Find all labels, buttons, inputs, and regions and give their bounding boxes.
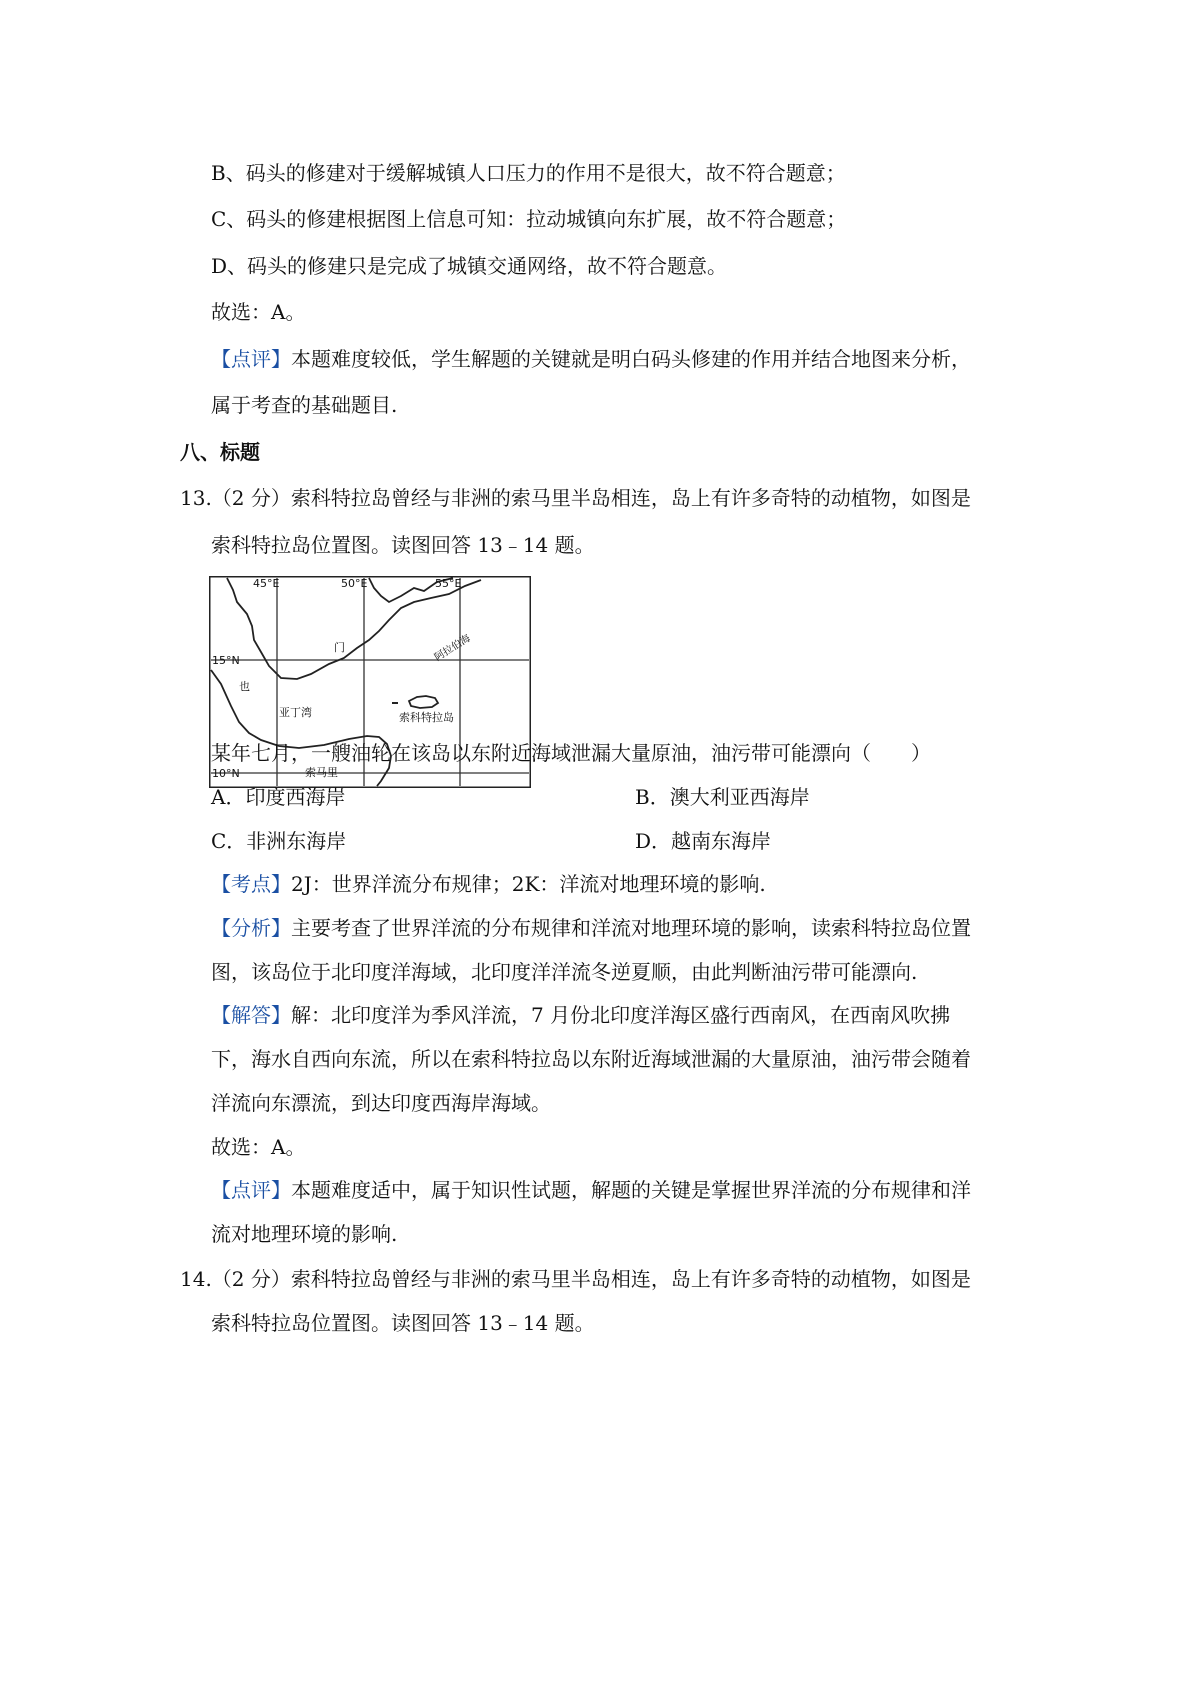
comment-tag: 【点评】 [211, 347, 291, 371]
q13-stem-line2: 索科特拉岛位置图。读图回答 13﹣14 题。 [211, 533, 595, 557]
prev-comment [211, 345, 971, 373]
dianping-tag: 【点评】 [211, 1178, 291, 1202]
label-45e: 45°E [253, 577, 280, 590]
arabian-coast [227, 578, 481, 679]
label-50e: 50°E [341, 577, 368, 590]
q14-stem-line2: 索科特拉岛位置图。读图回答 13﹣14 题。 [211, 1311, 595, 1335]
prev-answer-choice: 故选：A。 [211, 300, 306, 324]
q13-jieda [211, 1001, 950, 1029]
label-arabian-sea: 阿拉伯海 [432, 633, 473, 664]
q13-answer-choice: 故选：A。 [211, 1135, 306, 1159]
prev-option-d-analysis: D、码头的修建只是完成了城镇交通网络，故不符合题意。 [211, 254, 728, 278]
dianping-text: 本题难度适中，属于知识性试题，解题的关键是掌握世界洋流的分布规律和洋 [291, 1178, 971, 1202]
label-55e: 55°E [435, 577, 462, 590]
q13-question: 某年七月，一艘油轮在该岛以东附近海域泄漏大量原油，油污带可能漂向（ ） [211, 741, 931, 765]
q13-fenxi [211, 914, 971, 942]
fenxi-text: 主要考查了世界洋流的分布规律和洋流对地理环境的影响，读索科特拉岛位置 [291, 916, 971, 940]
kaodian-tag: 【考点】 [211, 872, 291, 896]
label-somalia: 索马里 [305, 766, 338, 779]
jieda-tag: 【解答】 [211, 1003, 291, 1027]
q13-option-c: C．非洲东海岸 [211, 829, 347, 853]
prev-option-c-analysis: C、码头的修建根据图上信息可知：拉动城镇向东扩展，故不符合题意； [211, 207, 847, 231]
prev-option-b-analysis: B、码头的修建对于缓解城镇人口压力的作用不是很大，故不符合题意； [211, 161, 846, 185]
q13-option-b: B．澳大利亚西海岸 [635, 785, 810, 809]
comment-text: 本题难度较低，学生解题的关键就是明白码头修建的作用并结合地图来分析， [291, 347, 971, 371]
fenxi-tag: 【分析】 [211, 916, 291, 940]
q13-jieda-line2: 下，海水自西向东流，所以在索科特拉岛以东附近海域泄漏的大量原油，油污带会随着 [211, 1047, 971, 1071]
label-men: 门 [334, 641, 345, 654]
q13-options-row2 [211, 827, 772, 855]
q13-fenxi-line2: 图，该岛位于北印度洋海域，北印度洋洋流冬逆夏顺，由此判断油污带可能漂向. [211, 960, 918, 984]
q14-stem-line1: 14.（2 分）索科特拉岛曾经与非洲的索马里半岛相连，岛上有许多奇特的动植物，如图是 [180, 1267, 971, 1291]
label-ye: 也 [239, 680, 250, 693]
q13-option-a: A．印度西海岸 [211, 785, 346, 809]
section-heading: 八、标题 [180, 440, 260, 464]
label-10n: 10°N [212, 767, 240, 780]
q13-kaodian [211, 870, 766, 898]
kaodian-text: 2J：世界洋流分布规律；2K：洋流对地理环境的影响. [291, 872, 766, 896]
prev-comment-line2: 属于考查的基础题目. [211, 393, 398, 417]
label-gulf-of-aden: 亚丁湾 [279, 706, 312, 719]
q13-stem-line1: 13.（2 分）索科特拉岛曾经与非洲的索马里半岛相连，岛上有许多奇特的动植物，如图是 [180, 486, 971, 510]
q13-dianping [211, 1176, 971, 1204]
jieda-text: 解：北印度洋为季风洋流，7 月份北印度洋海区盛行西南风，在西南风吹拂 [291, 1003, 951, 1027]
q13-options-row1 [211, 783, 810, 811]
q13-dianping-line2: 流对地理环境的影响. [211, 1222, 398, 1246]
socotra-island [409, 696, 438, 708]
q13-option-d: D．越南东海岸 [635, 829, 772, 853]
label-15n: 15°N [212, 654, 240, 667]
q13-jieda-line3: 洋流向东漂流，到达印度西海岸海域。 [211, 1091, 551, 1115]
label-socotra: 索科特拉岛 [399, 711, 454, 724]
